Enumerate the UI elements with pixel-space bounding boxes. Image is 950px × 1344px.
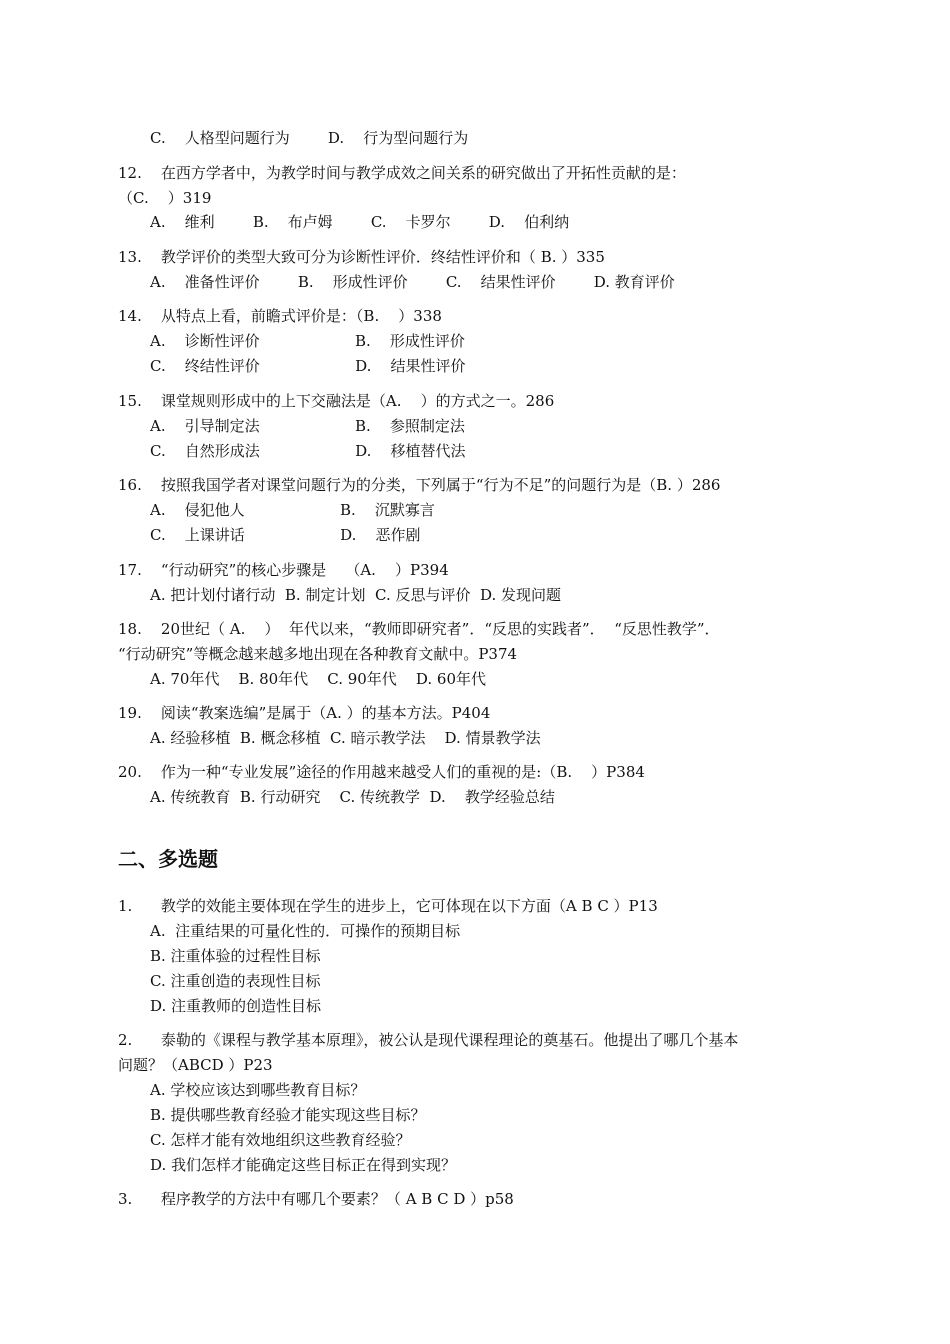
q19-options: A. 经验移植 B. 概念移植 C. 暗示教学法 D. 情景教学法 xyxy=(150,729,541,747)
mq1-option-d: D. 注重教师的创造性目标 xyxy=(150,997,322,1015)
section-heading: 二、多选题 xyxy=(118,847,218,871)
q13-stem: 13. 教学评价的类型大致可分为诊断性评价．终结性评价和（ B. ）335 xyxy=(118,248,605,266)
mq3-stem: 3. 程序教学的方法中有哪几个要素？（ A B C D ）p58 xyxy=(118,1190,514,1208)
q19-stem: 19. 阅读“教案选编”是属于（A. ）的基本方法。P404 xyxy=(118,704,491,722)
q14-options-ab: A. 诊断性评价 B. 形成性评价 xyxy=(150,332,465,350)
q18-stem: 18. 20世纪（ A. ） 年代以来，“教师即研究者”．“反思的实践者”． “反思性教学”． xyxy=(118,620,720,638)
q15-options-ab: A. 引导制定法 B. 参照制定法 xyxy=(150,417,465,435)
q16-options-cd: C. 上课讲话 D. 恶作剧 xyxy=(150,526,421,544)
q13-options: A. 准备性评价 B. 形成性评价 C. 结果性评价 D. 教育评价 xyxy=(150,273,675,291)
mq2-option-c: C. 怎样才能有效地组织这些教育经验？ xyxy=(150,1131,411,1149)
q12-options: A. 维利 B. 布卢姆 C. 卡罗尔 D. 伯利纳 xyxy=(150,213,570,231)
q20-options: A. 传统教育 B. 行动研究 C. 传统教学 D. 教学经验总结 xyxy=(150,788,555,806)
q14-options-cd: C. 终结性评价 D. 结果性评价 xyxy=(150,357,466,375)
mq2-option-b: B. 提供哪些教育经验才能实现这些目标？ xyxy=(150,1106,426,1124)
mq2-stem: 2. 泰勒的《课程与教学基本原理》，被公认是现代课程理论的奠基石。他提出了哪几个基本 xyxy=(118,1031,739,1049)
q17-stem: 17. “行动研究”的核心步骤是 （A. ）P394 xyxy=(118,561,449,579)
mq2-option-a: A. 学校应该达到哪些教育目标？ xyxy=(150,1081,366,1099)
mq1-stem: 1. 教学的效能主要体现在学生的进步上，它可体现在以下方面（A B C ）P13 xyxy=(118,897,658,915)
mq2-stem-cont: 问题？（ABCD ）P23 xyxy=(118,1056,273,1074)
q11-options-cd: C. 人格型问题行为 D. 行为型问题行为 xyxy=(150,129,469,147)
mq1-option-b: B. 注重体验的过程性目标 xyxy=(150,947,321,965)
q20-stem: 20. 作为一种“专业发展”途径的作用越来越受人们的重视的是:（B. ）P384 xyxy=(118,763,645,781)
q12-stem: 12. 在西方学者中，为教学时间与教学成效之间关系的研究做出了开拓性贡献的是： xyxy=(118,164,686,182)
q16-options-ab: A. 侵犯他人 B. 沉默寡言 xyxy=(150,501,435,519)
q18-options: A. 70年代 B. 80年代 C. 90年代 D. 60年代 xyxy=(150,670,486,688)
q18-stem-cont: “行动研究”等概念越来越多地出现在各种教育文献中。P374 xyxy=(118,645,518,663)
q15-stem: 15. 课堂规则形成中的上下交融法是（A. ）的方式之一。286 xyxy=(118,392,555,410)
q12-answer: （C. ）319 xyxy=(118,189,212,207)
q16-stem: 16. 按照我国学者对课堂问题行为的分类，下列属于“行为不足”的问题行为是（B. ）286 xyxy=(118,476,721,494)
q14-stem: 14. 从特点上看，前瞻式评价是：（B. ）338 xyxy=(118,307,442,325)
q17-options: A. 把计划付诸行动 B. 制定计划 C. 反思与评价 D. 发现问题 xyxy=(150,586,562,604)
mq1-option-a: A. 注重结果的可量化性的．可操作的预期目标 xyxy=(150,922,461,940)
mq2-option-d: D. 我们怎样才能确定这些目标正在得到实现？ xyxy=(150,1156,457,1174)
q15-options-cd: C. 自然形成法 D. 移植替代法 xyxy=(150,442,466,460)
mq1-option-c: C. 注重创造的表现性目标 xyxy=(150,972,321,990)
